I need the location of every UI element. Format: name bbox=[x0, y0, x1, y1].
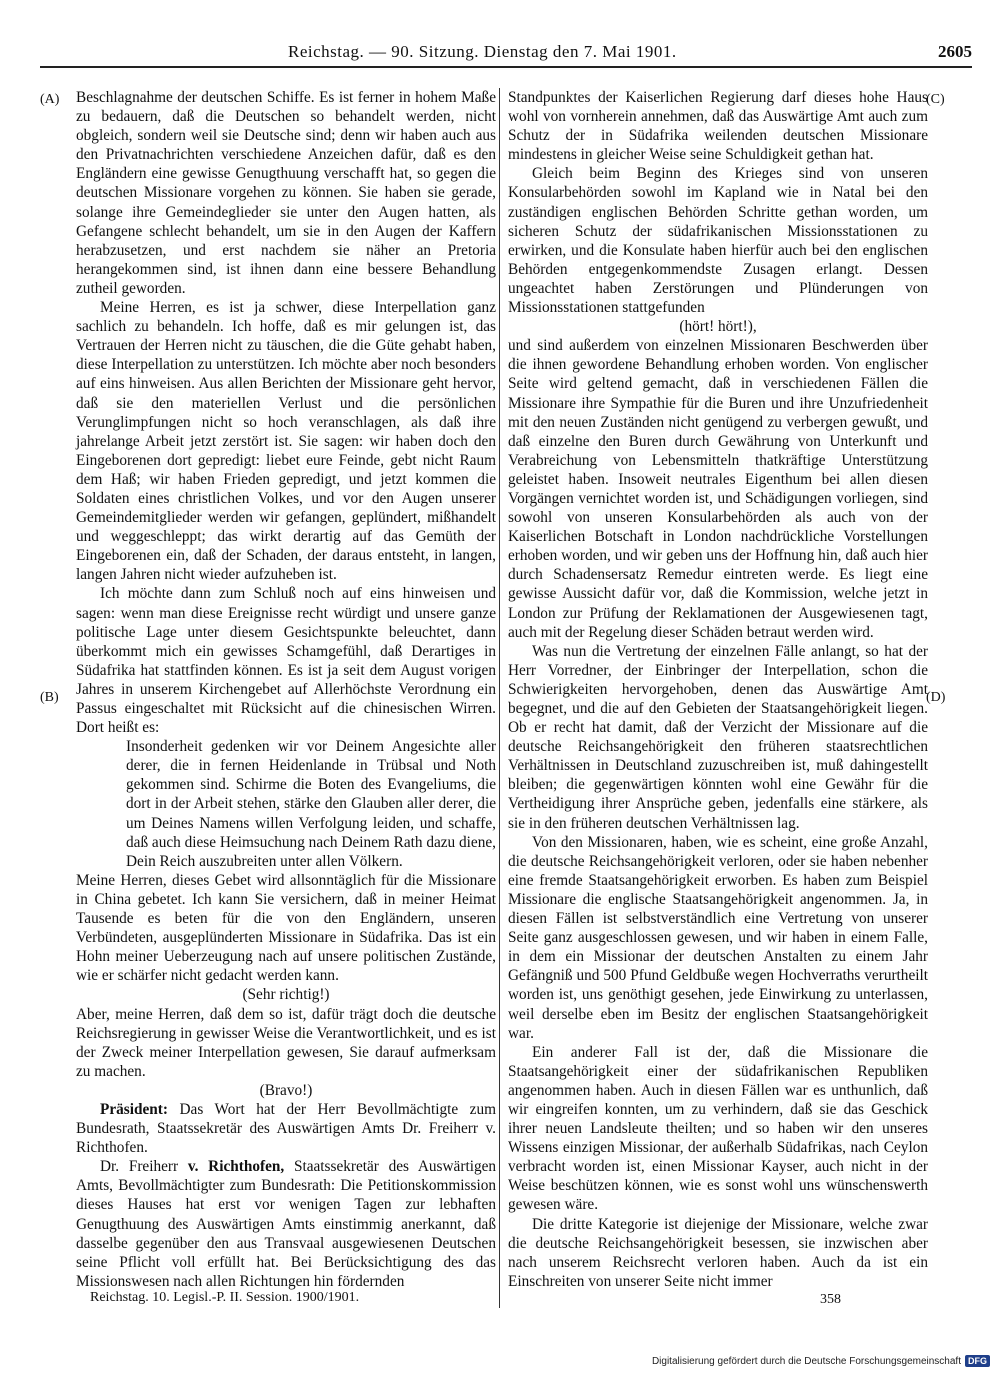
speaker-statement bbox=[76, 1157, 496, 1291]
president-statement bbox=[76, 1100, 496, 1157]
right-column bbox=[508, 88, 928, 1291]
paragraph: Standpunktes der Kaiserlichen Regierung darf dieses hohe Haus wohl von vornherein annehmen, daß das Auswärtige Amt auch zum Schutz der in Südafrika weilenden deutschen Missionare mindestens in gleicher Weise seine Schuldigkeit gethan hat. bbox=[508, 89, 928, 164]
paragraph: Gleich beim Beginn des Krieges sind von unseren Konsularbehörden sowohl im Kapland wie in Natal bei den zuständigen englischen Behörden Schritte gethan worden, um sicheren Schutz der südafrikanischen Missionsstationen zu erwirken, und die Konsulate haben hierfür auch bei den englischen Behörden entgegenkommendste Zusagen erlangt. Dessen ungeachtet haben Zerstörungen und Plünderungen von Missionsstationen stattgefunden bbox=[508, 165, 928, 317]
footer-session-info: Reichstag. 10. Legisl.-P. II. Session. 1900/1901. bbox=[90, 1290, 360, 1305]
paragraph: Meine Herren, dieses Gebet wird allsonntäglich für die Missionare in China gebetet. Ich kann Sie versichern, daß in meiner Heimat Tausende es beten für die von den Engländern, unseren Verbündeten, ausgeplünderten Missionare in Südafrika. Das ist ein Hohn meiner Ueberzeugung nach auf unsere politischen Zustände, wie er schärfer nicht gedacht werden kann. bbox=[76, 871, 496, 985]
dfg-logo: DFG bbox=[965, 1355, 990, 1367]
left-column bbox=[76, 88, 496, 1291]
margin-marker-c: (C) bbox=[926, 92, 945, 107]
margin-marker-b: (B) bbox=[40, 690, 59, 705]
paragraph: Was nun die Vertretung der einzelnen Fälle anlangt, so hat der Herr Vorredner, der Einbringer der Interpellation, schon die Schwierigkeiten hervorgehoben, denen das Auswärtige Amt begegnet, und die auf den Gebieten der Staatsangehörigkeit liegen. Ob er recht hat damit, daß der Verzicht der Missionare auf die deutsche Reichsangehörigkeit den früheren staatsrechtlichen Verhältnissen in Deutschland zuzuschreiben ist, muß dahingestellt bleiben; die gegenwärtigen könnten wohl eine Gewähr für die Vertheidigung ihrer Ansprüche geben, jedenfalls eine stärkere, als sie in den früheren deutschen Verhältnissen lag. bbox=[508, 642, 928, 832]
paragraph: Ein anderer Fall ist der, daß die Missionare die Staatsangehörigkeit einer der südafrikanischen Republiken angenommen haben. Auch in diesen Fällen war es unthunlich, daß wir eingreifen konnten, um zu verhindern, daß sie das Geschick ihrer neuen Landsleute theilten; und so haben wir den unseres Wissens einzigen Missionar, der außerhalb Südafrikas, nach Ceylon verbracht worden ist, einen Missionar Kayser, auch nicht in der Weise beschützen können, wie es sonst wohl uns wünschenswerth gewesen wäre. bbox=[508, 1043, 928, 1214]
president-label: Präsident: bbox=[100, 1100, 168, 1118]
speaker-text: Staatssekretär des Auswärtigen Amts, Bevollmächtigter zum Bundesrath: Die Petitionskommission dieses Hauses hat erst vor wenigen Tagen zur lebhaften Genugthuung des Auswärtigen Amts einstimmig anerkannt, daß dasselbe gegenüber den aus Transvaal ausgewiesenen Deutschen seine Pflicht voll erfüllt hat. Bei Berücksichtigung des das Missionswesen nach allen Richtungen hin fördernden bbox=[76, 1158, 497, 1290]
margin-marker-a: (A) bbox=[40, 92, 60, 107]
footer-sheet-number: 358 bbox=[820, 1292, 841, 1307]
interjection: (hört! hört!), bbox=[679, 318, 757, 336]
paragraph: Meine Herren, es ist ja schwer, diese Interpellation ganz sachlich zu behandeln. Ich hoffe, daß es mir gelungen ist, das Vertrauen der Herren nicht zu täuschen, die die Güte gehabt haben, diese Interpellation zu unterstützen. Ich möchte aber noch besonders auf eins hinweisen. Aus allen Berichten der Missionare geht hervor, daß sie den materiellen Verlust und die persönlichen Verunglimpfungen nicht so hoch veranschlagen, als daß ihre jahrelange Arbeit jetzt zerstört ist. Sie sagen: wir haben doch den Eingeborenen dort gepredigt: liebet eure Feinde, gebt nicht Raum dem Haß; wir haben Frieden gepredigt, und jetzt kommen die Soldaten eines christlichen Volkes, und vor den Augen unserer Gemeindemitglieder werden wir gefangen, geplündert, mißhandelt und weggeschleppt; das wirkt derartig auf das Gemüth der Eingeborenen ein, daß der Schaden, der daraus entsteht, in langen, langen Jahren nicht wieder aufzuheben ist. bbox=[76, 299, 496, 584]
interjection: (Sehr richtig!) bbox=[242, 986, 330, 1004]
president-text: Das Wort hat der Herr Bevollmächtigte zum Bundesrath, Staatssekretär des Auswärtigen Amts Dr. Freiherr v. Richthofen. bbox=[76, 1100, 496, 1157]
digitization-credit bbox=[652, 1355, 990, 1367]
page-header bbox=[40, 40, 972, 68]
paragraph: Ich möchte dann zum Schluß noch auf eins hinweisen und sagen: wenn man diese Ereignisse recht würdigt und unsere ganze politische Lage unter diesem Gesichtspunkte beleuchtet, dann überkommt mich ein gewisses Schamgefühl, daß Derartiges in Südafrika hat stattfinden können. Es ist ja seit dem August vorigen Jahres in unserem Kirchengebet auf Allerhöchste Verordnung ein Passus eingeschaltet mit Rücksicht auf die chinesischen Wirren. Dort heißt es: bbox=[76, 585, 496, 737]
column-divider bbox=[499, 88, 500, 1308]
interjection: (Bravo!) bbox=[259, 1081, 313, 1099]
speaker-prefix: Dr. Freiherr bbox=[100, 1158, 179, 1176]
credit-text: Digitalisierung gefördert durch die Deutsche Forschungsgemeinschaft bbox=[651, 1355, 961, 1367]
speaker-name: v. Richthofen, bbox=[187, 1158, 285, 1176]
paragraph: Von den Missionaren, haben, wie es scheint, eine große Anzahl, die deutsche Reichsangehörigkeit verloren, oder sie haben nebenher eine fremde Staatsangehörigkeit erworben. Es haben zum Beispiel Missionare die englische Staatsangehörigkeit angenommen. Ja, in diesen Fällen ist selbstverständlich eine Vertretung von unserer Seite ganz ausgeschlossen gewesen, und wir haben in einem Falle, in dem ein Missionar der deutschen Anstalten zu einem Jahr Gefängniß und 500 Pfund Geldbuße wegen Hochverraths verurtheilt worden ist, uns genöthigt gesehen, jede Einwirkung zu unterlassen, weil derselbe eben im Besitz der englischen Staatsangehörigkeit war. bbox=[508, 833, 928, 1042]
paragraph: Aber, meine Herren, daß dem so ist, dafür trägt doch die deutsche Reichsregierung in gewisser Weise die Verantwortlichkeit, und es ist der Zweck meiner Interpellation gewesen, Sie darauf aufmerksam zu machen. bbox=[76, 1005, 496, 1080]
margin-marker-d: (D) bbox=[926, 690, 946, 705]
prayer-quote: Insonderheit gedenken wir vor Deinem Angesichte aller derer, die in fernen Heidenlande in Trübsal und Noth gekommen sind. Schirme die Boten des Evangeliums, die dort in der Arbeit stehen, stärke den Glauben aller derer, die um Deines Namens willen Verfolgung leiden, und schaffe, daß auch diese Heimsuchung nach Deinem Rath dazu diene, Dein Reich auszubreiten unter allen Völkern. bbox=[126, 738, 496, 870]
running-title: Reichstag. — 90. Sitzung. Dienstag den 7. Mai 1901. bbox=[288, 42, 677, 61]
paragraph: und sind außerdem von einzelnen Missionaren Beschwerden über die ihnen gewordene Behandlung erhoben worden. Von englischer Seite wird geltend gemacht, daß in verschiedenen Fällen die Missionare ihre Sympathie für die Buren und ihre Unzufriedenheit mit den neuen Zuständen nicht genügend zu verbergen gewußt, und daß einzelne den Buren durch Gewährung von Unterkunft und Verabreichung von Lebensmitteln thatkräftige Unterstützung geleistet haben. Insoweit neutrales Eigenthum bei allen diesen Vorgängen vernichtet worden ist, und Schädigungen vorliegen, sind sowohl von unseren Konsularbehörden als auch von der Kaiserlichen Botschaft in London nachdrückliche Vorstellungen erhoben worden, und wir geben uns der Hoffnung hin, daß auch hier durch Schadensersatz Remedur eintreten werde. Es liegt eine gewisse Aussicht dafür vor, daß die Kommission, welche jetzt in London zur Prüfung der Reklamationen der Ausgewiesenen tagt, auch mit der Regelung dieser Schäden betraut werden wird. bbox=[508, 337, 928, 641]
paragraph: Die dritte Kategorie ist diejenige der Missionare, welche zwar die deutsche Reichsangehörigkeit besessen, sie inzwischen aber nach unserem Reichsrecht verloren haben. Auch da ist ein Einschreiten von unserer Seite nicht immer bbox=[508, 1215, 928, 1290]
paragraph: Beschlagnahme der deutschen Schiffe. Es ist ferner in hohem Maße zu bedauern, daß die Deutschen so behandelt werden, nicht obgleich, sondern weil sie Deutsche sind; denn wir haben auch aus den Privatnachrichten verschiedene Anzeichen dafür, daß es den Engländern eine gewisse Genugthuung verschafft hat, so gegen die deutschen Missionare vorgehen zu können. Sie haben sie gerade, solange ihre Gemeindeglieder sie unter den Augen hatten, als Gefangene schlecht behandelt, um sie in den Augen der Kaffern herabzusetzen, und erst nachdem sie näher an Pretoria herangekommen sind, ist ihnen dann eine bessere Behandlung zutheil geworden. bbox=[76, 89, 496, 297]
page-number: 2605 bbox=[938, 42, 972, 61]
